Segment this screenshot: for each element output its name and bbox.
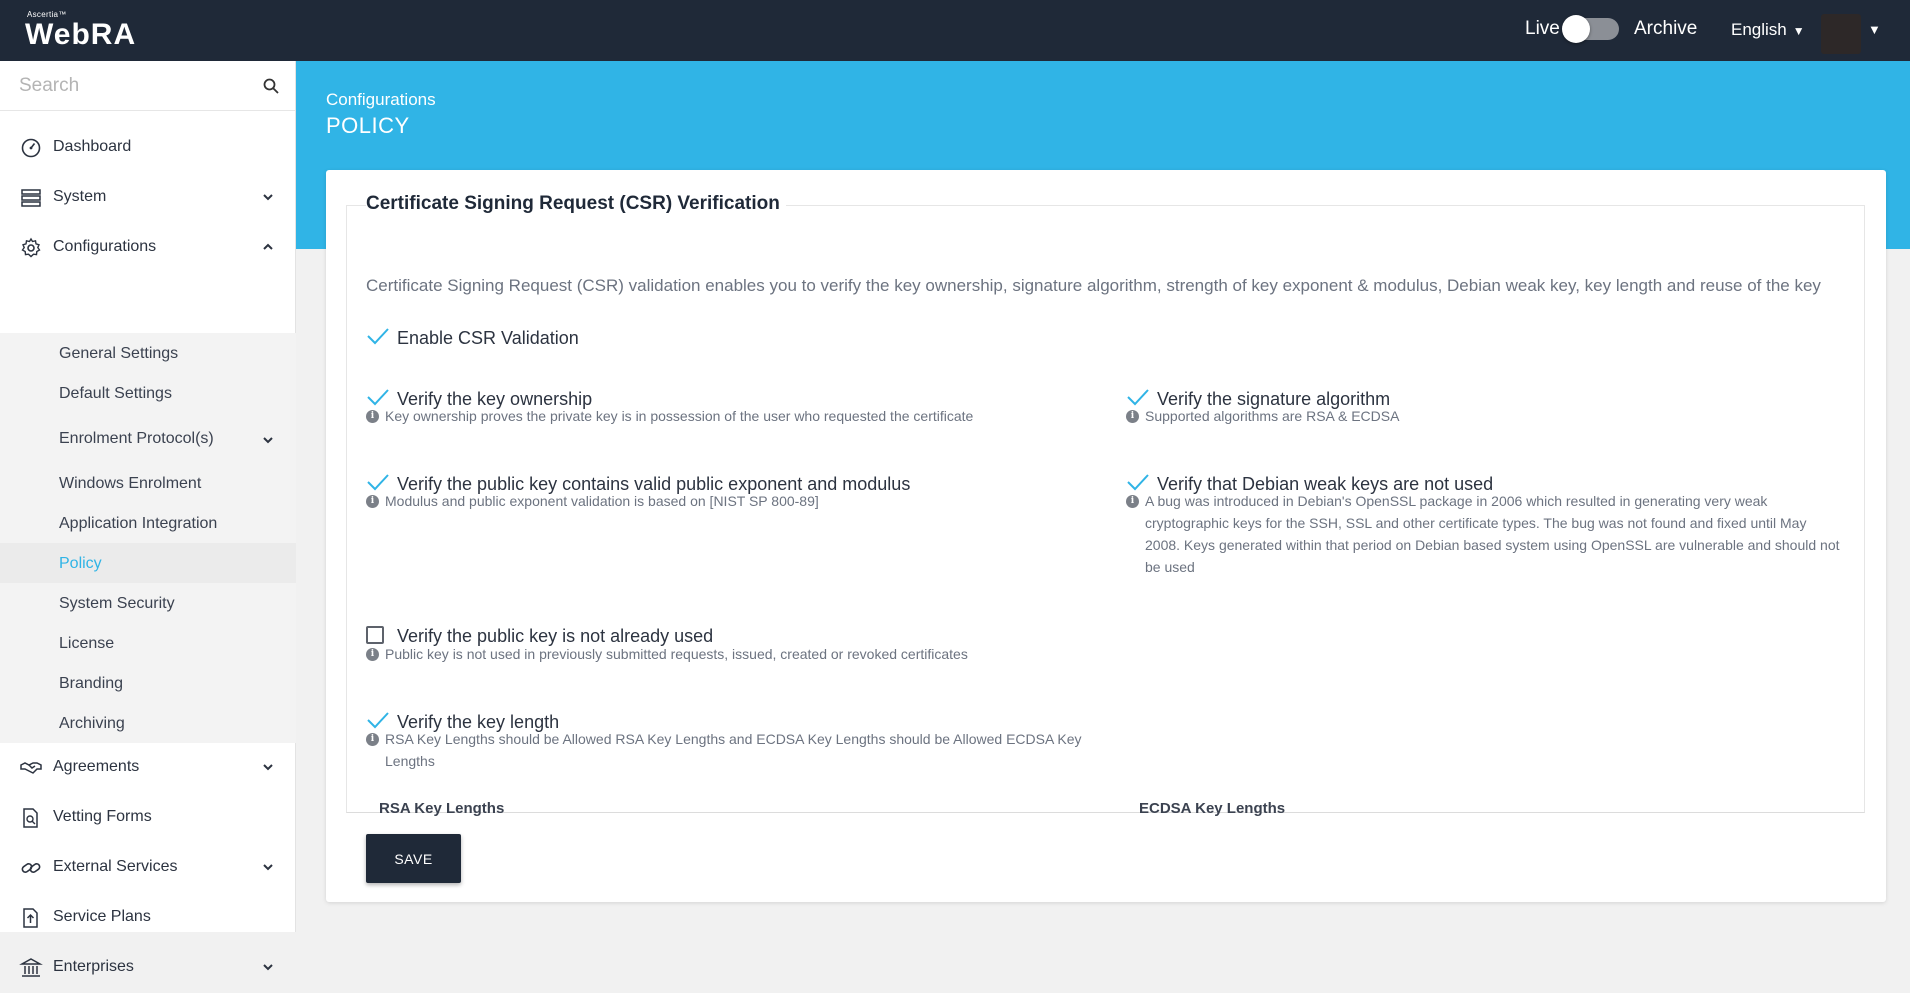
- language-selector[interactable]: [1731, 20, 1805, 40]
- checkmark-icon: [1126, 387, 1150, 407]
- hint-text: Public key is not used in previously submitted requests, issued, created or revoked certificates: [385, 646, 968, 662]
- sidebar-item-dashboard[interactable]: [0, 123, 296, 173]
- checkmark-icon: [366, 326, 390, 346]
- page-title: POLICY: [326, 113, 410, 138]
- chevron-down-icon: [261, 960, 275, 974]
- sidebar-item-label: Agreements: [53, 758, 140, 775]
- checkmark-icon: [366, 472, 390, 492]
- checkmark-icon: [366, 387, 390, 407]
- sidebar-item-external-services[interactable]: [0, 843, 296, 893]
- sidebar-item-label: System: [53, 188, 107, 205]
- hint-text: A bug was introduced in Debian's OpenSSL package in 2006 which resulted in generating very weak cryptographic keys for the SSH, SSL and other certificate types. The bug was not found and fixed until May 2008. Keys generated within that period on Debian based system using OpenSSL are vulnerable and should not be used: [1145, 493, 1840, 575]
- submenu-item-label: Application Integration: [59, 515, 218, 532]
- csr-verification-section: [346, 205, 1865, 817]
- submenu-item-label: Windows Enrolment: [59, 475, 202, 492]
- section-description: Certificate Signing Request (CSR) validation enables you to verify the key ownership, signature algorithm, strength of key exponent & modulus, Debian weak key, key length and reuse of the key: [366, 276, 1821, 295]
- submenu-item-windows-enrolment[interactable]: [0, 463, 296, 503]
- hint-text: RSA Key Lengths should be Allowed RSA Key Lengths and ECDSA Key Lengths should be Allowed ECDSA Key Lengths: [385, 731, 1082, 769]
- info-icon: i: [366, 410, 379, 423]
- sidebar-item-label: Service Plans: [53, 908, 151, 925]
- sidebar-item-enterprises[interactable]: [0, 943, 296, 993]
- submenu-item-enrolment-protocols[interactable]: [0, 418, 296, 458]
- system-icon: [20, 187, 42, 209]
- submenu-item-application-integration[interactable]: [0, 503, 296, 543]
- enable-csr-checkbox[interactable]: [366, 328, 666, 350]
- brand-vendor: Ascertia™: [27, 10, 67, 19]
- sidebar-item-label: Dashboard: [53, 138, 132, 155]
- breadcrumb[interactable]: Configurations: [326, 90, 436, 109]
- hint-key-ownership: [366, 405, 1066, 427]
- sidebar-item-vetting-forms[interactable]: [0, 793, 296, 843]
- submenu-item-system-security[interactable]: [0, 583, 296, 623]
- search-input[interactable]: [0, 61, 296, 111]
- submenu-item-label: Archiving: [59, 715, 125, 732]
- checkbox-label: Verify the signature algorithm: [1157, 389, 1391, 409]
- sidebar-item-agreements[interactable]: [0, 743, 296, 793]
- bank-icon: [20, 957, 42, 979]
- checkbox-unchecked: [366, 626, 384, 644]
- hint-text: Key ownership proves the private key is in possession of the user who requested the certificate: [385, 408, 974, 424]
- sidebar-item-configurations[interactable]: [0, 223, 296, 273]
- hint-exponent-modulus: [366, 490, 1066, 512]
- submenu-item-label: General Settings: [59, 345, 179, 362]
- avatar[interactable]: [1821, 14, 1861, 54]
- submenu-item-label: Policy: [59, 555, 102, 572]
- sidebar-item-label: Enterprises: [53, 958, 134, 975]
- info-icon: i: [366, 495, 379, 508]
- sidebar-item-label: Configurations: [53, 238, 157, 255]
- submenu-item-label: Enrolment Protocol(s): [59, 430, 214, 447]
- checkbox-label: Verify the public key is not already used: [397, 626, 714, 646]
- gear-icon: [20, 237, 42, 259]
- chevron-down-icon: [261, 760, 275, 774]
- ecdsa-key-lengths-label: ECDSA Key Lengths: [1139, 800, 1286, 817]
- submenu-item-label: Branding: [59, 675, 124, 692]
- sidebar-item-label: Vetting Forms: [53, 808, 152, 825]
- checkmark-icon: [1126, 472, 1150, 492]
- info-icon: i: [1126, 410, 1139, 423]
- top-bar: [0, 0, 1910, 61]
- language-label: English: [1731, 20, 1787, 39]
- submenu-item-label: License: [59, 635, 115, 652]
- section-title: Certificate Signing Request (CSR) Verification: [366, 193, 786, 215]
- hint-text: Supported algorithms are RSA & ECDSA: [1145, 408, 1400, 424]
- submenu-item-policy[interactable]: [0, 543, 296, 583]
- info-icon: i: [366, 733, 379, 746]
- sidebar-item-system[interactable]: [0, 173, 296, 223]
- toggle-knob: [1562, 15, 1590, 43]
- configurations-submenu: [0, 333, 296, 743]
- submenu-item-label: System Security: [59, 595, 175, 612]
- checkbox-label: Enable CSR Validation: [397, 328, 579, 348]
- caret-down-icon: ▼: [1792, 24, 1805, 38]
- checkbox-label: Verify the public key contains valid public exponent and modulus: [397, 474, 911, 494]
- policy-card: [326, 170, 1886, 902]
- sidebar-search: [0, 61, 295, 111]
- checkmark-icon: [366, 710, 390, 730]
- checkbox-label: Verify that Debian weak keys are not used: [1157, 474, 1494, 494]
- submenu-item-archiving[interactable]: [0, 703, 296, 743]
- sidebar-item-service-plans[interactable]: [0, 893, 296, 943]
- chevron-up-icon: [261, 240, 275, 254]
- sidebar-item-label: External Services: [53, 858, 178, 875]
- info-icon: i: [1126, 495, 1139, 508]
- checkbox-label: Verify the key ownership: [397, 389, 593, 409]
- search-icon[interactable]: [263, 78, 279, 94]
- submenu-item-branding[interactable]: [0, 663, 296, 703]
- hint-key-length: [366, 728, 1086, 774]
- save-button[interactable]: SAVE: [366, 834, 461, 883]
- live-label: Live: [1525, 18, 1560, 39]
- rsa-key-lengths-label: RSA Key Lengths: [379, 800, 505, 817]
- user-menu-caret-icon[interactable]: ▼: [1868, 22, 1881, 37]
- dashboard-icon: [20, 137, 42, 159]
- info-icon: i: [366, 648, 379, 661]
- document-search-icon: [20, 807, 42, 829]
- submenu-item-default-settings[interactable]: [0, 373, 296, 413]
- submenu-item-general-settings[interactable]: [0, 333, 296, 373]
- hint-text: Modulus and public exponent validation is based on [NIST SP 800-89]: [385, 493, 819, 509]
- brand-logo[interactable]: WebRA: [25, 18, 137, 51]
- upload-file-icon: [20, 907, 42, 929]
- chevron-down-icon: [261, 860, 275, 874]
- submenu-item-license[interactable]: [0, 623, 296, 663]
- handshake-icon: [20, 757, 42, 779]
- hint-key-not-used: [366, 643, 1066, 665]
- hint-debian-weak-keys: [1126, 490, 1846, 580]
- submenu-item-label: Default Settings: [59, 385, 172, 402]
- live-archive-toggle[interactable]: [1563, 18, 1619, 40]
- checkbox-label: Verify the key length: [397, 712, 560, 732]
- sidebar: [0, 61, 296, 975]
- chevron-down-icon: [261, 190, 275, 204]
- hint-signature-algorithm: [1126, 405, 1826, 427]
- archive-label: Archive: [1634, 18, 1698, 39]
- chevron-down-icon: [261, 433, 275, 447]
- link-icon: [20, 857, 42, 879]
